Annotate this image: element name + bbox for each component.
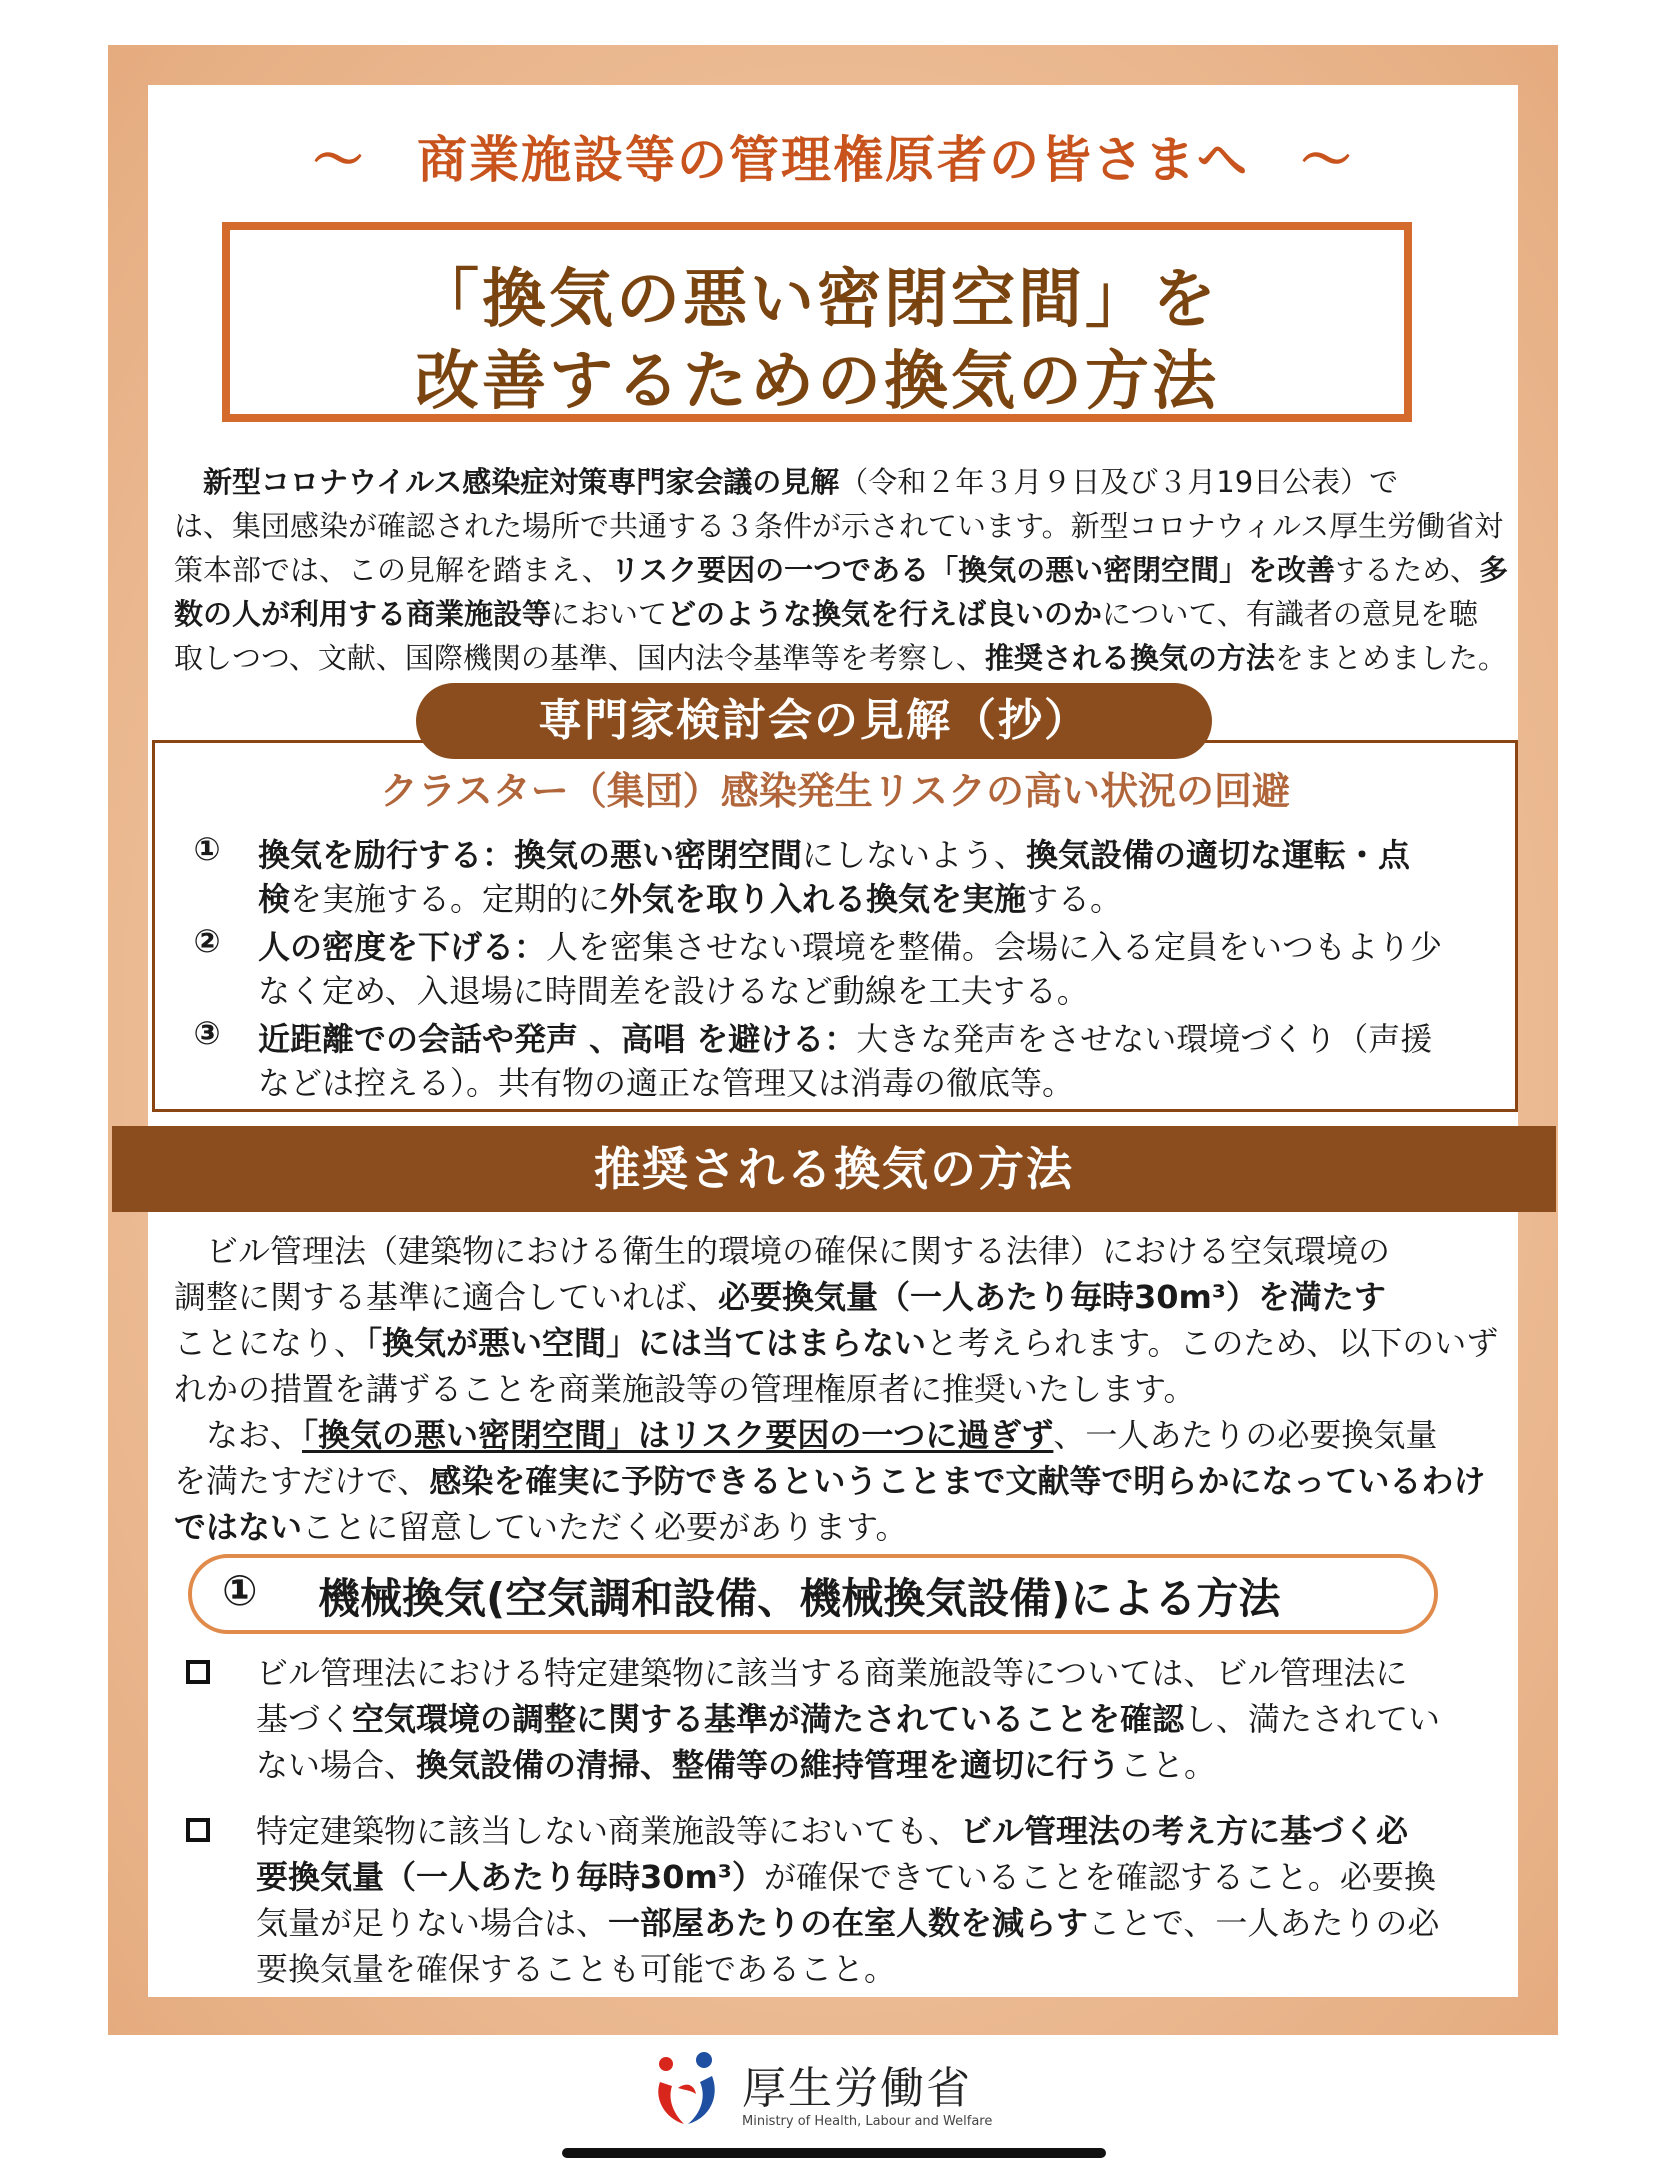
method-1-bullet-2-line-4: 要換気量を確保することも可能であること。: [256, 1950, 897, 1988]
intro-line-2: は、集団感染が確認された場所で共通する３条件が示されています。新型コロナウィルス厚生労働省対: [174, 509, 1504, 543]
expert-heading: 専門家検討会の見解（抄）: [416, 683, 1212, 759]
method-1-heading: 機械換気(空気調和設備、機械換気設備)による方法: [318, 1574, 1281, 1623]
recommended-line-4: れかの措置を講ずることを商業施設等の管理権原者に推奨いたします。: [174, 1370, 1196, 1408]
recommended-line-5: なお、「換気の悪い密閉空間」はリスク要因の一つに過ぎず、一人あたりの必要換気量: [206, 1416, 1438, 1454]
recommended-line-1: ビル管理法（建築物における衛生的環境の確保に関する法律）における空気環境の: [206, 1232, 1391, 1270]
audience-subtitle: ～ 商業施設等の管理権原者の皆さまへ ～: [313, 131, 1353, 189]
method-1-bullet-1-line-3: ない場合、換気設備の清掃、整備等の維持管理を適切に行うこと。: [256, 1746, 1217, 1784]
ministry-name: 厚生労働省: [742, 2063, 972, 2114]
recommended-line-7: ではないことに留意していただく必要があります。: [174, 1508, 908, 1546]
expert-item-1-line-2: 検を実施する。定期的に外気を取り入れる換気を実施する。: [258, 880, 1123, 918]
expert-item-3-number: ③: [193, 1014, 221, 1052]
method-1-number: ①: [222, 1566, 258, 1615]
recommended-heading: 推奨される換気の方法: [112, 1126, 1556, 1212]
mhlw-logo-icon: [650, 2048, 722, 2128]
recommended-line-3: ことになり、「換気が悪い空間」には当てはまらないと考えられます。このため、以下のいず: [174, 1324, 1499, 1362]
expert-item-1-number: ①: [193, 830, 221, 868]
method-1-bullet-2-line-2: 要換気量（一人あたり毎時30m³）が確保できていることを確認すること。必要換: [256, 1858, 1436, 1896]
recommended-line-6: を満たすだけで、感染を確実に予防できるということまで文献等で明らかになっているわけ: [174, 1462, 1486, 1500]
recommended-line-2: 調整に関する基準に適合していれば、必要換気量（一人あたり毎時30m³）を満たす: [174, 1278, 1386, 1316]
title-line-1: 「換気の悪い密閉空間」を: [415, 263, 1219, 337]
expert-item-2-number: ②: [193, 922, 221, 960]
method-1-bullet-1-line-1: ビル管理法における特定建築物に該当する商業施設等については、ビル管理法に: [256, 1654, 1408, 1692]
method-1-bullet-2-line-3: 気量が足りない場合は、一部屋あたりの在室人数を減らすことで、一人あたりの必: [256, 1904, 1440, 1942]
expert-subheading: クラスター（集団）感染発生リスクの高い状況の回避: [379, 769, 1291, 813]
expert-item-1-line-1: 換気を励行する：換気の悪い密閉空間にしないよう、換気設備の適切な運転・点: [258, 836, 1411, 874]
expert-item-3-line-2: などは控える）。共有物の適正な管理又は消毒の徹底等。: [258, 1064, 1075, 1102]
method-1-bullet-2-line-1: 特定建築物に該当しない商業施設等においても、ビル管理法の考え方に基づく必: [256, 1812, 1409, 1850]
expert-item-2-line-2: なく定め、入退場に時間差を設けるなど動線を工夫する。: [258, 972, 1089, 1010]
checkbox-bullet-icon: [186, 1660, 210, 1684]
method-1-bullet-1-line-2: 基づく空気環境の調整に関する基準が満たされていることを確認し、満たされてい: [256, 1700, 1441, 1738]
expert-item-3-line-1: 近距離での会話や発声 、高唱 を避ける：大きな発声をさせない環境づくり（声援: [258, 1020, 1433, 1058]
home-indicator[interactable]: [562, 2148, 1106, 2158]
intro-line-3: 策本部では、この見解を踏まえ、リスク要因の一つである「換気の悪い密閉空間」を改善するため、多: [174, 553, 1509, 587]
intro-line-1: 新型コロナウイルス感染症対策専門家会議の見解（令和２年３月９日及び３月19日公表）で: [203, 465, 1399, 499]
checkbox-bullet-icon: [186, 1818, 210, 1842]
intro-line-5: 取しつつ、文献、国際機関の基準、国内法令基準等を考察し、推奨される換気の方法をまとめました。: [174, 641, 1507, 675]
intro-line-4: 数の人が利用する商業施設等においてどのような換気を行えば良いのかについて、有識者の意見を聴: [174, 597, 1478, 631]
title-line-2: 改善するための換気の方法: [415, 345, 1219, 419]
expert-item-2-line-1: 人の密度を下げる：人を密集させない環境を整備。会場に入る定員をいつもより少: [258, 928, 1443, 966]
ministry-name-english: Ministry of Health, Labour and Welfare: [742, 2114, 993, 2129]
